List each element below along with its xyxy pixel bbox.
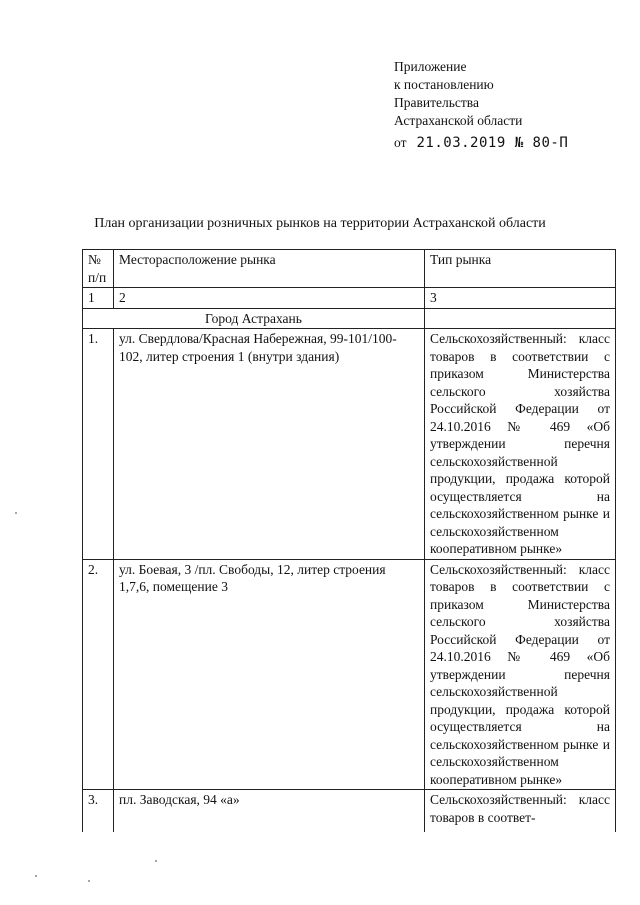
appendix-line: к постановлению <box>394 77 494 92</box>
row-location: ул. Боевая, 3 /пл. Свободы, 12, литер строения 1,7,6, помещение 3 <box>114 559 425 790</box>
row-num: 3. <box>83 790 114 833</box>
row-type: Сельскохозяйственный: класс товаров в соответствии с приказом Министерства сельского хозяйства Российской Федерации от 24.10.2016 № 469 «Об утверждении перечня сельскохозяйственной продукции, продажа которой осуществляется на сельскохозяйственном рынке и сельскохозяйственном кооперативном рынке» <box>425 559 616 790</box>
table-row <box>83 559 616 790</box>
column-number: 1 <box>83 288 114 309</box>
header-num: № п/п <box>83 250 114 288</box>
appendix-line: Приложение <box>394 59 467 74</box>
scan-speck <box>35 875 37 877</box>
table-header-row <box>83 250 616 288</box>
document-title: План организации розничных рынков на территории Астраханской области <box>94 216 546 231</box>
section-title: Город Астрахань <box>83 308 425 329</box>
markets-table <box>82 249 616 832</box>
column-number: 3 <box>425 288 616 309</box>
row-location: пл. Заводская, 94 «а» <box>114 790 425 833</box>
row-type: Сельскохозяйственный: класс товаров в соответствии с приказом Министерства сельского хозяйства Российской Федерации от 24.10.2016 № 469 «Об утверждении перечня сельскохозяйственной продукции, продажа которой осуществляется на сельскохозяйственном рынке и сельскохозяйственном кооперативном рынке» <box>425 329 616 560</box>
appendix-block <box>394 58 568 152</box>
date-prefix: от <box>394 135 407 150</box>
row-num: 1. <box>83 329 114 560</box>
scan-speck <box>15 512 17 514</box>
header-location: Месторасположение рынка <box>114 250 425 288</box>
column-number: 2 <box>114 288 425 309</box>
appendix-date-line <box>394 134 568 152</box>
column-numbers-row <box>83 288 616 309</box>
scan-speck <box>155 860 157 862</box>
appendix-line: Правительства <box>394 95 479 110</box>
header-type: Тип рынка <box>425 250 616 288</box>
table-row <box>83 790 616 833</box>
row-num: 2. <box>83 559 114 790</box>
section-row <box>83 308 616 329</box>
appendix-line: Астраханской области <box>394 113 523 128</box>
row-location: ул. Свердлова/Красная Набережная, 99-101/100-102, литер строения 1 (внутри здания) <box>114 329 425 560</box>
row-type: Сельскохозяйственный: класс товаров в соответ- <box>425 790 616 833</box>
date-number-stamp: 21.03.2019 № 80-П <box>416 135 569 151</box>
scan-speck <box>88 880 90 882</box>
section-empty-cell <box>425 308 616 329</box>
table-row <box>83 329 616 560</box>
